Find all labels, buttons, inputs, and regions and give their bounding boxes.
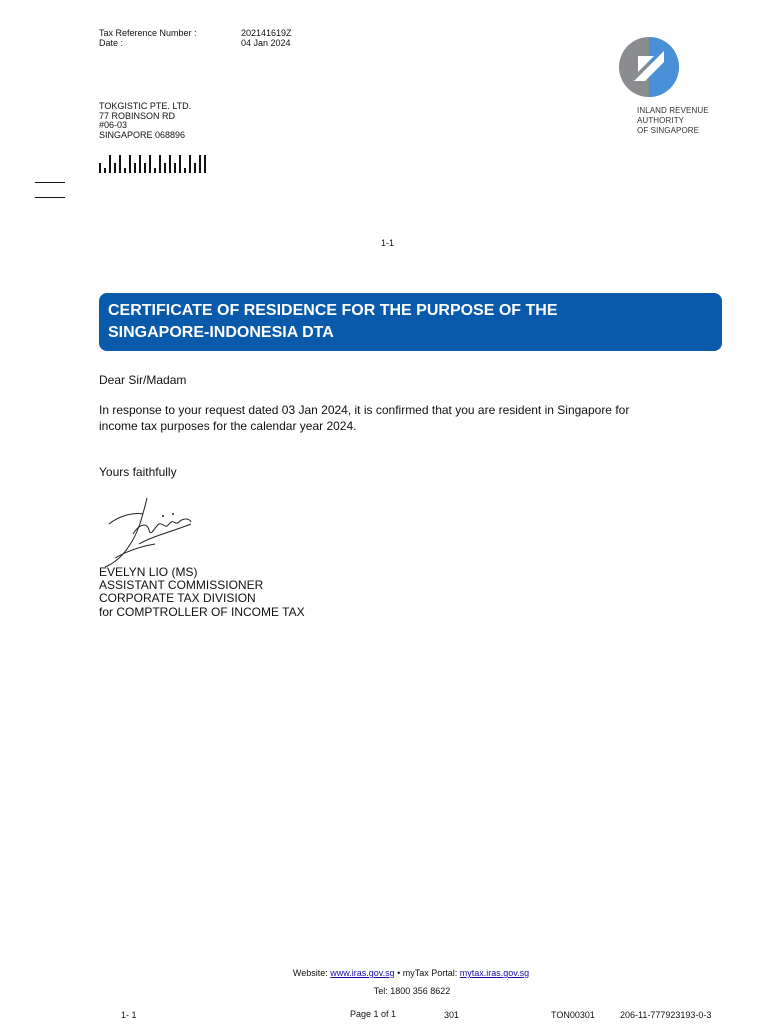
tax-reference-label: Tax Reference Number : [99,28,197,38]
certificate-title-banner [99,293,722,351]
letter-body [99,402,722,434]
portal-link[interactable]: mytax.iras.gov.sg [459,968,530,978]
signature-image [99,494,197,570]
salutation: Dear Sir/Madam [99,373,187,387]
footer-code: 206-11-777923193-0-3 [620,1010,712,1020]
address-line: #06-03 [99,120,128,130]
closing: Yours faithfully [99,465,177,479]
date-value: 04 Jan 2024 [241,37,291,48]
address-line: TOKGISTIC PTE. LTD. [99,101,192,111]
signatory-name: EVELYN LIO (MS) [99,565,198,579]
footer-code: TON00301 [551,1010,595,1020]
signatory-title: ASSISTANT COMMISSIONER [99,578,264,593]
portal-label: • myTax Portal: [394,968,460,978]
signatory-capacity: for COMPTROLLER OF INCOME TAX [99,604,305,619]
logo-text-line: OF SINGAPORE [637,126,700,135]
body-line: income tax purposes for the calendar year 2024. [99,419,357,433]
certificate-title-line: CERTIFICATE OF RESIDENCE FOR THE PURPOSE OF THE [108,302,558,319]
signatory-division: CORPORATE TAX DIVISION [99,591,256,606]
address-line: SINGAPORE 068896 [99,129,186,140]
website-link[interactable]: www.iras.gov.sg [330,968,395,978]
footer-telephone: Tel: 1800 356 8622 [373,986,451,996]
postal-barcode [99,155,209,173]
address-line: 77 ROBINSON RD [99,110,176,121]
logo-text-line: INLAND REVENUE [637,106,709,115]
certificate-title-line: SINGAPORE-INDONESIA DTA [108,324,334,341]
website-label: Website: [292,968,331,978]
iras-logo-icon [618,36,680,98]
signatory-block [99,566,305,619]
page-marker: 1-1 [381,238,395,248]
tax-reference-block [99,29,292,48]
fold-mark [35,182,65,183]
footer-page-count: Page 1 of 1 [350,1009,397,1019]
logo-text-line: AUTHORITY [637,116,685,125]
recipient-address [99,102,191,140]
body-line: In response to your request dated 03 Jan 2024, it is confirmed that you are resident in Singapore for [99,403,630,417]
fold-mark [35,197,65,198]
tax-reference-value: 202141619Z [241,28,292,38]
iras-logo-text [637,106,709,136]
footer-website-line [0,968,768,978]
footer-page-ref: 1- 1 [121,1010,137,1020]
footer-code: 301 [444,1010,460,1020]
date-label: Date : [99,37,124,48]
